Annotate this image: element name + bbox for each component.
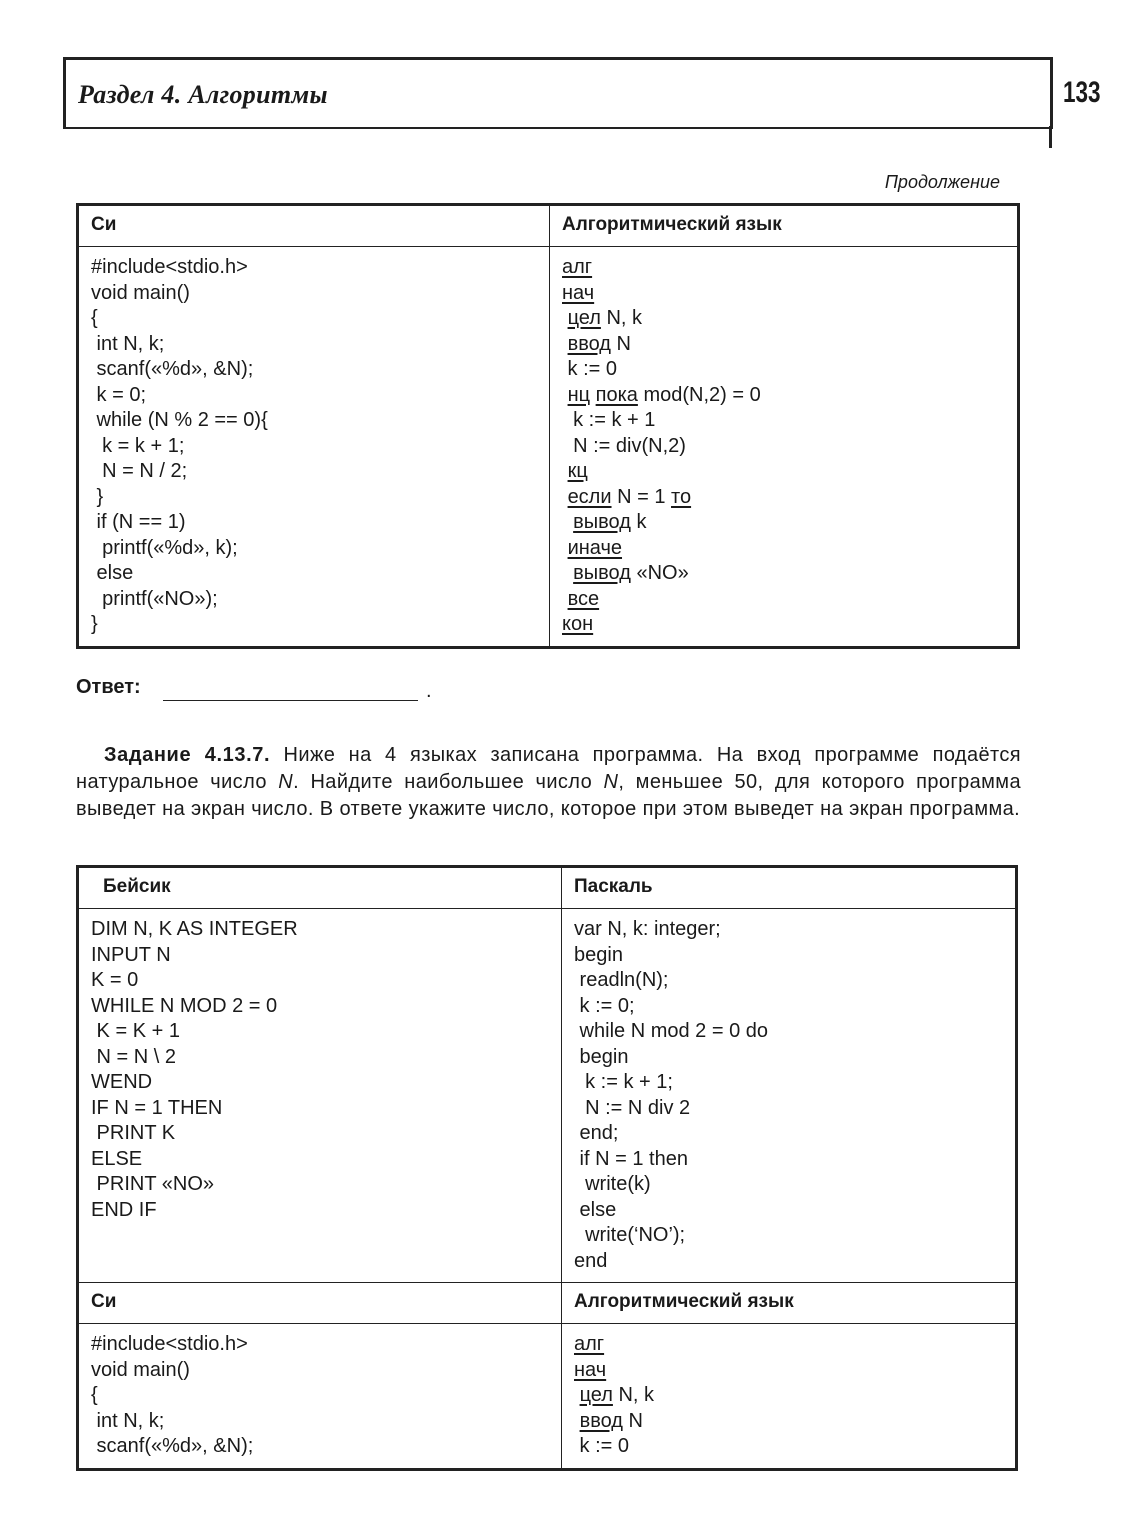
code-text — [562, 511, 573, 533]
keyword: ввод — [567, 332, 611, 355]
code-line: PRINT K — [91, 1122, 176, 1144]
table2-alg-code — [562, 1324, 1017, 1470]
code-line: #include<stdio.h> — [91, 256, 248, 278]
table2-pascal-header: Паскаль — [562, 867, 1017, 909]
code-line: WEND — [91, 1071, 153, 1093]
code-text: k := k + 1 — [562, 409, 656, 431]
code-line — [562, 510, 1005, 536]
code-line — [562, 612, 1005, 638]
keyword: все — [567, 587, 600, 610]
code-text: N — [610, 332, 631, 355]
code-line: K = K + 1 — [91, 1020, 180, 1042]
code-line: int N, k; — [91, 1409, 165, 1432]
code-line: k = 0; — [91, 383, 147, 406]
task-text-2: . Найдите наибольшее число — [293, 771, 604, 793]
keyword: кц — [567, 460, 588, 482]
code-line — [562, 281, 1005, 307]
code-text: mod(N,2) = 0 — [637, 383, 761, 406]
keyword: нач — [562, 281, 595, 304]
code-line: while (N % 2 == 0){ — [91, 409, 268, 431]
code-text: k := 0 — [562, 358, 618, 380]
code-line: { — [91, 1384, 98, 1406]
code-line — [562, 587, 1005, 613]
code-text: N := div(N,2) — [562, 434, 686, 457]
code-text — [562, 562, 573, 584]
code-line: else — [574, 1198, 617, 1221]
code-line — [574, 1358, 1003, 1384]
keyword: цел — [579, 1384, 613, 1406]
task-statement — [76, 742, 1021, 823]
code-line: scanf(«%d», &N); — [91, 1435, 254, 1457]
code-line — [562, 485, 1005, 511]
task-text-3: , меньшее 50, для которого программа выведет на экран число. В ответе укажите число, которое при этом выведет на экран программа. — [76, 771, 1021, 820]
code-line: END IF — [91, 1198, 157, 1221]
code-line — [574, 1332, 1003, 1358]
task-text-1: Ниже на 4 языках записана программа. На вход программе подаётся натуральное число — [76, 744, 1022, 793]
keyword: то — [671, 485, 692, 508]
keyword: нц — [567, 383, 591, 406]
code-line — [562, 561, 1005, 587]
code-text: «NO» — [630, 562, 689, 584]
table1-alg-header: Алгоритмический язык — [550, 205, 1019, 247]
code-line: PRINT «NO» — [91, 1173, 214, 1195]
code-line: end; — [574, 1122, 619, 1144]
code-line: printf(«NO»); — [91, 587, 218, 610]
table1-c-code — [78, 247, 550, 648]
keyword: вывод — [573, 562, 631, 584]
code-line: K = 0 — [91, 969, 139, 991]
section-title: Раздел 4. Алгоритмы — [78, 80, 328, 109]
code-line — [562, 332, 1005, 358]
code-line: WHILE N MOD 2 = 0 — [91, 994, 278, 1017]
code-line: } — [91, 613, 98, 635]
code-line: #include<stdio.h> — [91, 1333, 248, 1355]
code-line: scanf(«%d», &N); — [91, 358, 254, 380]
code-line — [562, 408, 1005, 434]
code-line — [562, 383, 1005, 409]
code-text: N — [622, 1409, 643, 1432]
code-line: int N, k; — [91, 332, 165, 355]
code-line: k = k + 1; — [91, 434, 185, 457]
header-divider — [1049, 126, 1052, 148]
table2-alg-header: Алгоритмический язык — [562, 1283, 1017, 1324]
code-line — [562, 459, 1005, 485]
page-number: 133 — [1063, 76, 1101, 109]
code-line: write(k) — [574, 1173, 651, 1195]
code-line: IF N = 1 THEN — [91, 1096, 223, 1119]
code-line: N := N div 2 — [574, 1096, 691, 1119]
code-line: { — [91, 307, 98, 329]
code-line: k := 0; — [574, 994, 635, 1017]
code-line: N = N / 2; — [91, 460, 188, 482]
table1-c-header: Си — [78, 205, 550, 247]
code-line: ELSE — [91, 1147, 143, 1170]
code-line: k := k + 1; — [574, 1071, 673, 1093]
code-line — [574, 1434, 1003, 1460]
code-line — [562, 255, 1005, 281]
keyword: цел — [567, 307, 601, 329]
code-line — [574, 1409, 1003, 1435]
code-text: k := 0 — [574, 1435, 630, 1457]
table2-basic-code — [78, 909, 562, 1283]
keyword: нач — [574, 1358, 607, 1381]
keyword: алг — [574, 1333, 605, 1355]
code-line: end — [574, 1249, 608, 1272]
code-line — [562, 434, 1005, 460]
code-table-2 — [76, 865, 1018, 1471]
table2-pascal-code — [562, 909, 1017, 1283]
code-line: void main() — [91, 1358, 190, 1381]
code-line — [562, 536, 1005, 562]
code-line — [574, 1383, 1003, 1409]
code-line: while N mod 2 = 0 do — [574, 1020, 768, 1042]
code-line: void main() — [91, 281, 190, 304]
code-text: N = 1 — [611, 485, 672, 508]
code-line: write(‘NO’); — [574, 1224, 686, 1246]
code-text: N, k — [612, 1384, 655, 1406]
code-line: printf(«%d», k); — [91, 536, 238, 559]
code-line: begin — [574, 1045, 629, 1068]
task-var-n2: N — [603, 771, 619, 793]
code-line: else — [91, 562, 134, 584]
keyword: вывод — [573, 511, 631, 533]
code-line: var N, k: integer; — [574, 918, 721, 940]
keyword: если — [567, 485, 612, 508]
answer-input-line[interactable] — [163, 700, 418, 701]
code-line: if (N == 1) — [91, 511, 186, 533]
code-line — [562, 357, 1005, 383]
keyword: алг — [562, 256, 593, 278]
continuation-label: Продолжение — [884, 172, 1000, 192]
section-header — [63, 57, 1053, 129]
keyword: пока — [595, 383, 638, 406]
code-line: DIM N, K AS INTEGER — [91, 918, 298, 940]
code-line: begin — [574, 943, 623, 966]
table2-basic-header: Бейсик — [78, 867, 562, 909]
table1-alg-code — [550, 247, 1019, 648]
table2-c-code — [78, 1324, 562, 1470]
answer-dot: . — [426, 680, 432, 702]
code-line: INPUT N — [91, 943, 171, 966]
code-text: k — [630, 511, 647, 533]
answer-label: Ответ: — [76, 676, 141, 698]
task-var-n1: N — [278, 771, 294, 793]
keyword: кон — [562, 613, 594, 635]
table2-c-header: Си — [78, 1283, 562, 1324]
code-line — [562, 306, 1005, 332]
code-line: if N = 1 then — [574, 1147, 688, 1170]
task-label: Задание 4.13.7. — [104, 744, 271, 766]
keyword: ввод — [579, 1409, 623, 1432]
code-table-1 — [76, 203, 1020, 649]
code-text: N, k — [600, 307, 643, 329]
code-line: readln(N); — [574, 969, 669, 991]
code-line: N = N \ 2 — [91, 1045, 177, 1068]
code-line: } — [91, 485, 104, 508]
keyword: иначе — [567, 536, 623, 559]
